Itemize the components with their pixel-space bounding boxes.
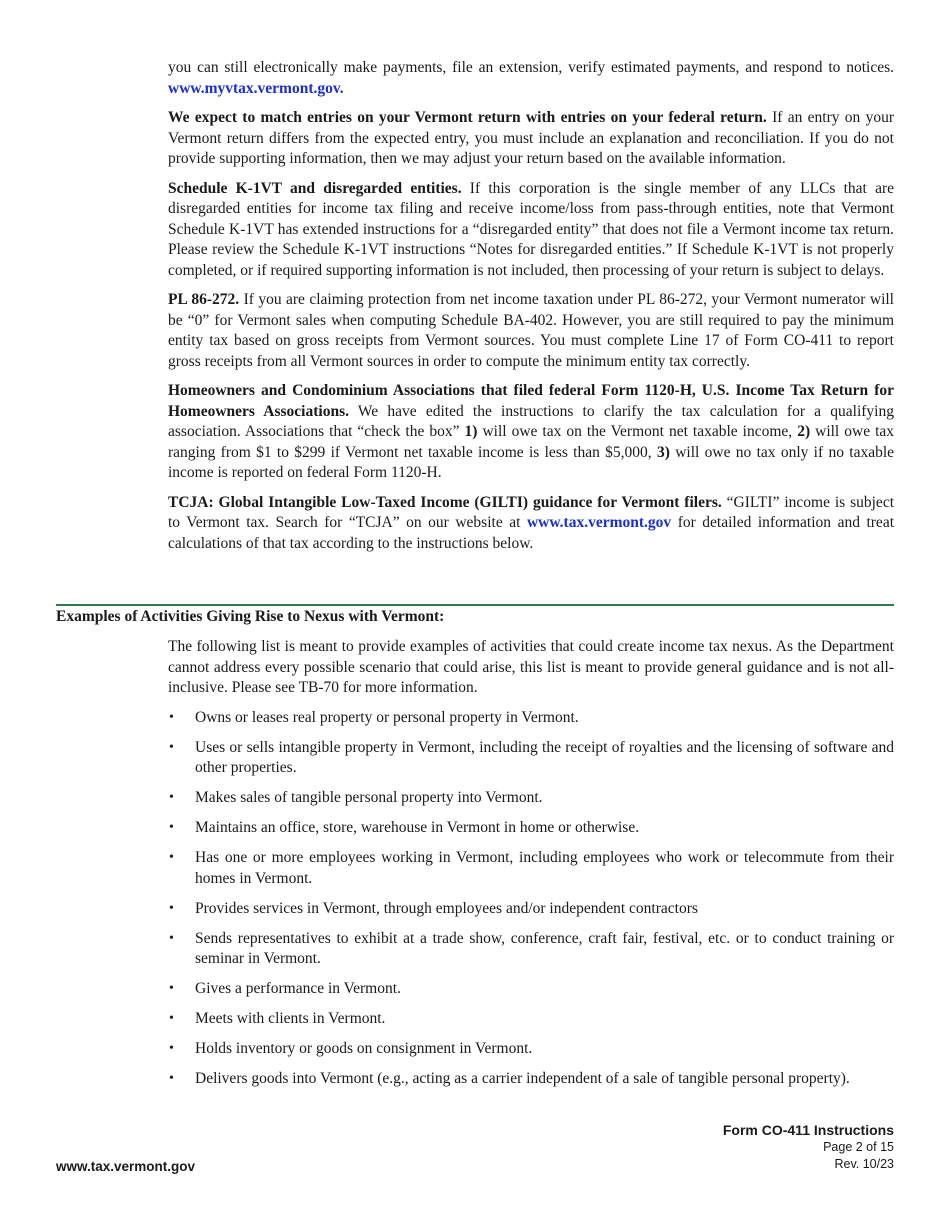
list-item xyxy=(168,738,894,779)
list-item-text: Owns or leases real property or personal property in Vermont. xyxy=(195,708,579,726)
intro-text: you can still electronically make payments, file an extension, verify estimated payments, and respond to notices. xyxy=(168,59,894,76)
nexus-section xyxy=(168,637,894,1099)
homeowners-n2: 2) xyxy=(797,423,811,440)
list-item-text: Sends representatives to exhibit at a trade show, conference, craft fair, festival, etc. or to conduct training or seminar in Vermont. xyxy=(195,929,894,967)
list-item-text: Delivers goods into Vermont (e.g., acting as a carrier independent of a sale of tangible personal property). xyxy=(195,1070,850,1087)
bullet-icon: • xyxy=(169,1011,174,1026)
schedule-k1vt-text: If this corporation is the single member of any LLCs that are disregarded entities for income tax filing and receive income/loss from pass-through entities, note that Vermont Schedule K-1VT has extended instructions for a “disregarded entity” that does not file a Vermont income tax return. Please review the Schedule K-1VT instructions “Notes for disregarded entities.” If Schedule K-1VT is not properly completed, or if required supporting information is not included, then processing of your return is subject to delays. xyxy=(168,179,894,279)
list-item-text: Meets with clients in Vermont. xyxy=(195,1010,386,1027)
footer-form-info xyxy=(723,1121,894,1173)
homeowners-n3: 3) xyxy=(656,443,670,461)
bullet-icon: • xyxy=(169,820,174,835)
schedule-k1vt-lead: Schedule K-1VT and disregarded entities. xyxy=(168,179,462,197)
homeowners-text-a: We have edited the instructions to clarify the tax calculation for a qualifying association. Associations that “check the box” xyxy=(168,402,894,440)
bullet-icon: • xyxy=(169,1071,174,1086)
homeowners-lead: Homeowners and Condominium Associations that filed federal Form 1120-H, U.S. Income Tax Return for Homeowners Associations. xyxy=(168,382,894,420)
list-item xyxy=(168,708,894,729)
page-number: Page 2 of 15 xyxy=(823,1140,894,1154)
list-item xyxy=(168,1069,894,1090)
match-entries-text: If an entry on your Vermont return differs from the expected entry, you must include an explanation and reconciliation. If you do not provide supporting information, then we may adjust your return based on the available information. xyxy=(168,109,895,167)
body-content xyxy=(168,58,894,563)
myvtax-link[interactable]: www.myvtax.vermont.gov. xyxy=(168,79,344,97)
list-item xyxy=(168,929,894,970)
nexus-heading: Examples of Activities Giving Rise to Nexus with Vermont: xyxy=(56,608,445,625)
pl86-text: If you are claiming protection from net income taxation under PL 86-272, your Vermont numerator will be “0” for Vermont sales when computing Schedule BA-402. However, you are still required to pay the minimum entity tax based on gross receipts from Vermont sources. You must complete Line 17 of Form CO-411 to report gross receipts from all Vermont sources in order to compute the minimum entity tax correctly. xyxy=(168,291,894,370)
tcja-paragraph xyxy=(168,493,894,555)
list-item-text: Maintains an office, store, warehouse in Vermont in home or otherwise. xyxy=(195,819,640,836)
list-item-text: Gives a performance in Vermont. xyxy=(195,980,401,997)
match-entries-paragraph xyxy=(168,108,894,170)
list-item xyxy=(168,979,894,1000)
tcja-text-a: “GILTI” income is subject to Vermont tax. Search for “TCJA” on our website at xyxy=(168,493,895,531)
bullet-icon: • xyxy=(169,1041,174,1056)
homeowners-paragraph xyxy=(168,381,894,484)
bullet-icon: • xyxy=(169,981,174,996)
nexus-intro: The following list is meant to provide examples of activities that could create income tax nexus. As the Department cannot address every possible scenario that could arise, this list is meant to provide general guidance and is not all-inclusive. Please see TB-70 for more information. xyxy=(168,638,894,696)
list-item xyxy=(168,848,894,889)
tcja-lead: TCJA: Global Intangible Low-Taxed Income (GILTI) guidance for Vermont filers. xyxy=(168,493,722,511)
list-item xyxy=(168,1039,894,1060)
section-divider xyxy=(56,604,894,606)
bullet-icon: • xyxy=(169,790,174,805)
footer-website: www.tax.vermont.gov xyxy=(56,1159,196,1174)
list-item xyxy=(168,1009,894,1030)
bullet-icon: • xyxy=(169,739,174,755)
list-item xyxy=(168,899,894,920)
bullet-icon: • xyxy=(169,709,174,725)
list-item xyxy=(168,818,894,839)
intro-paragraph xyxy=(168,58,894,99)
match-entries-lead: We expect to match entries on your Vermont return with entries on your federal return. xyxy=(168,109,767,126)
list-item-text: Uses or sells intangible property in Vermont, including the receipt of royalties and the licensing of software and other properties. xyxy=(195,738,894,776)
list-item-text: Holds inventory or goods on consignment in Vermont. xyxy=(195,1040,533,1057)
tax-vermont-link[interactable]: www.tax.vermont.gov xyxy=(526,514,672,531)
bullet-icon: • xyxy=(169,850,174,865)
bullet-icon: • xyxy=(169,900,174,916)
tcja-text-b: for detailed information and treat calculations of that tax according to the instructions below. xyxy=(168,514,895,552)
schedule-k1vt-paragraph xyxy=(168,179,894,282)
homeowners-text-b: will owe tax on the Vermont net taxable income, xyxy=(482,423,793,440)
list-item-text: Provides services in Vermont, through employees and/or independent contractors xyxy=(195,899,698,917)
form-title: Form CO-411 Instructions xyxy=(722,1122,894,1138)
nexus-list xyxy=(168,708,894,1090)
homeowners-text-c: will owe tax ranging from $1 to $299 if Vermont net taxable income is less than $5,000, xyxy=(168,423,895,461)
pl86-lead: PL 86-272. xyxy=(168,291,240,308)
homeowners-n1: 1) xyxy=(464,423,478,440)
pl86-paragraph xyxy=(168,290,894,372)
homeowners-text-d: will owe no tax only if no taxable income is reported on federal Form 1120-H. xyxy=(168,443,895,481)
revision: Rev. 10/23 xyxy=(834,1157,894,1171)
list-item-text: Makes sales of tangible personal property into Vermont. xyxy=(195,789,543,806)
list-item-text: Has one or more employees working in Vermont, including employees who work or telecommute from their homes in Vermont. xyxy=(195,849,894,887)
bullet-icon: • xyxy=(169,930,174,946)
list-item xyxy=(168,788,894,809)
